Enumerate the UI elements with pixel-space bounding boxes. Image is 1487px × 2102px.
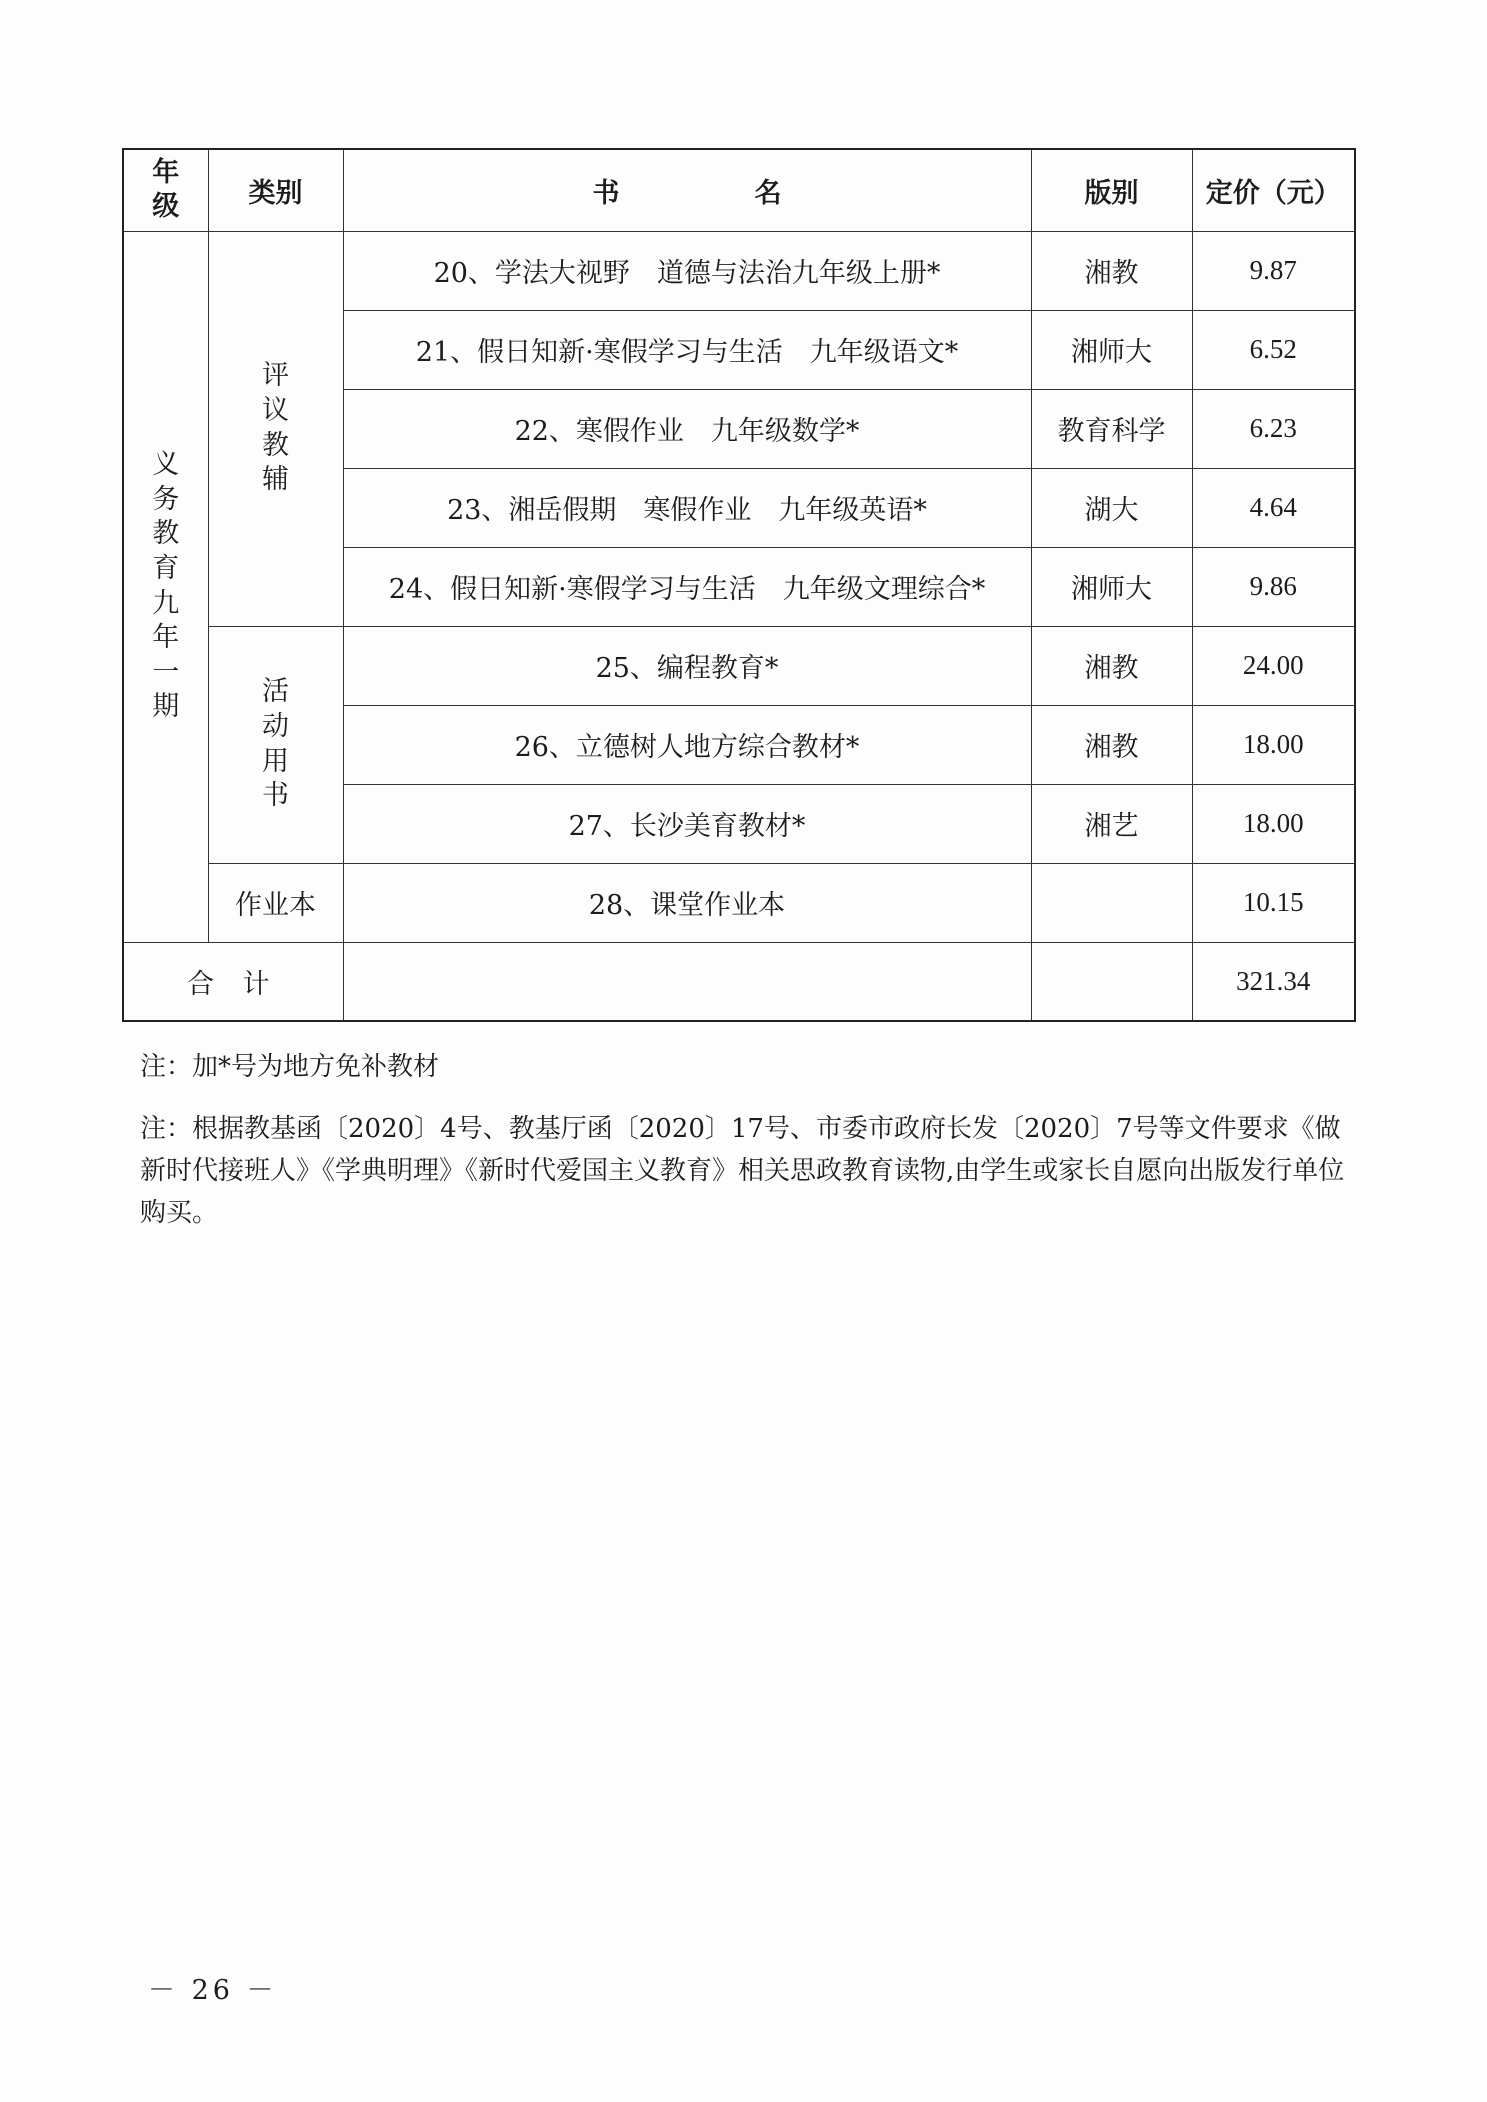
publisher-cell: 湘教: [1031, 626, 1192, 705]
note-local-textbooks: 注：加*号为地方免补教材: [140, 1052, 440, 1082]
book-title-cell: 23、湘岳假期 寒假作业 九年级英语*: [343, 468, 1031, 547]
publisher-cell: 湖大: [1031, 468, 1192, 547]
publisher-cell: 湘师大: [1031, 547, 1192, 626]
price-cell: 18.00: [1192, 784, 1355, 863]
book-title-cell: 28、课堂作业本: [343, 863, 1031, 942]
book-title-cell: 21、假日知新·寒假学习与生活 九年级语文*: [343, 310, 1031, 389]
table-row: [123, 863, 1355, 942]
price-cell: 4.64: [1192, 468, 1355, 547]
header-grade: 年级: [123, 149, 208, 231]
page-number: － 26 －: [148, 1975, 278, 2006]
price-cell: 6.52: [1192, 310, 1355, 389]
price-cell: 18.00: [1192, 705, 1355, 784]
total-row: [123, 942, 1355, 1021]
category-cell: 活动用书: [208, 626, 343, 863]
book-title-cell: 27、长沙美育教材*: [343, 784, 1031, 863]
category-cell: 作业本: [208, 863, 343, 942]
publisher-cell: 湘师大: [1031, 310, 1192, 389]
header-price: 定价（元）: [1192, 149, 1355, 231]
book-title-cell: 24、假日知新·寒假学习与生活 九年级文理综合*: [343, 547, 1031, 626]
table-row: [123, 626, 1355, 705]
book-title-cell: 22、寒假作业 九年级数学*: [343, 389, 1031, 468]
price-cell: 10.15: [1192, 863, 1355, 942]
header-row: [123, 149, 1355, 231]
price-cell: 6.23: [1192, 389, 1355, 468]
total-price: 321.34: [1192, 942, 1355, 1021]
grade-cell: 义务教育九年一期: [123, 231, 208, 942]
total-title-empty: [343, 942, 1031, 1021]
book-price-table-container: [122, 148, 1354, 1022]
category-cell: 评议教辅: [208, 231, 343, 626]
book-title-cell: 25、编程教育*: [343, 626, 1031, 705]
table-row: [123, 231, 1355, 310]
price-cell: 9.86: [1192, 547, 1355, 626]
publisher-cell: 湘教: [1031, 705, 1192, 784]
price-cell: 9.87: [1192, 231, 1355, 310]
publisher-cell: 湘教: [1031, 231, 1192, 310]
book-title-cell: 26、立德树人地方综合教材*: [343, 705, 1031, 784]
publisher-cell: 教育科学: [1031, 389, 1192, 468]
header-publisher: 版别: [1031, 149, 1192, 231]
price-cell: 24.00: [1192, 626, 1355, 705]
book-price-table: [122, 148, 1356, 1022]
book-title-cell: 20、学法大视野 道德与法治九年级上册*: [343, 231, 1031, 310]
total-publisher-empty: [1031, 942, 1192, 1021]
publisher-cell: [1031, 863, 1192, 942]
header-category: 类别: [208, 149, 343, 231]
total-label: 合 计: [123, 942, 343, 1021]
publisher-cell: 湘艺: [1031, 784, 1192, 863]
header-title: 书 名: [343, 149, 1031, 231]
note-political-reading: 注：根据教基函〔2020〕4号、教基厅函〔2020〕17号、市委市政府长发〔2020〕7号等文件要求《做新时代接班人》《学典明理》《新时代爱国主义教育》相关思政教育读物,由学生或家长自愿向出版发行单位购买。: [140, 1114, 1345, 1228]
